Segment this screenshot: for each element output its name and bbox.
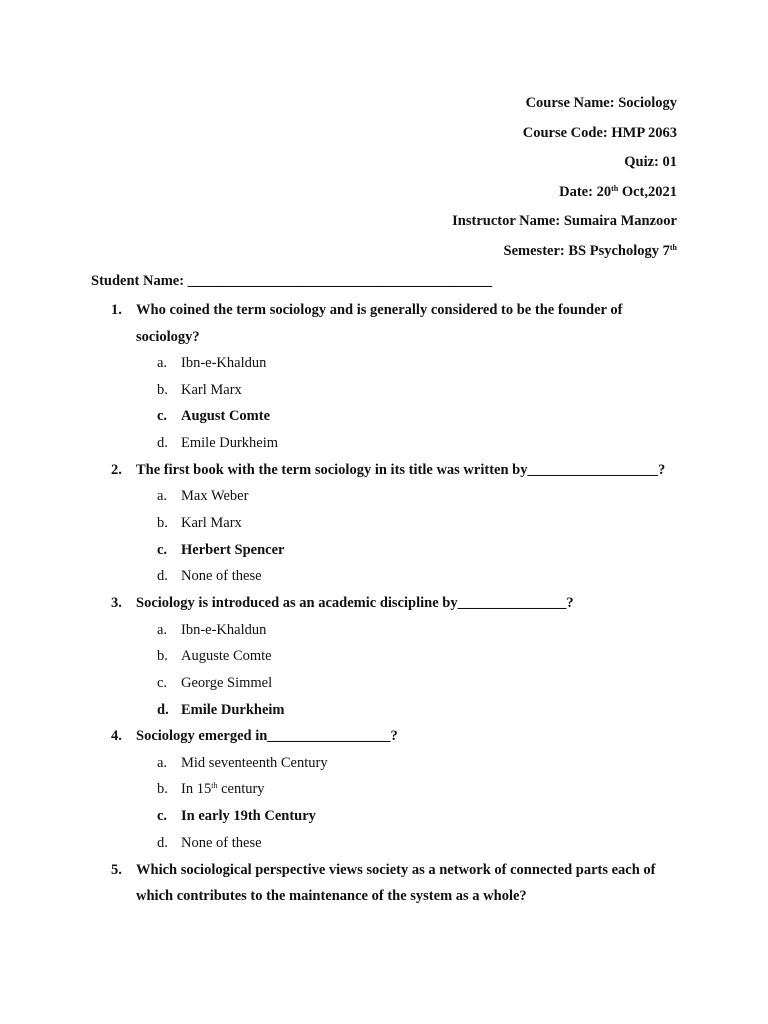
option-letter: c. — [157, 674, 168, 691]
option-text: In 15 — [181, 781, 212, 798]
option-text: Emile Durkheim — [181, 701, 285, 718]
option-letter: b. — [157, 381, 168, 398]
option-text-after: century — [217, 781, 265, 798]
option-letter: b. — [157, 781, 168, 798]
question-number: 3. — [111, 595, 122, 611]
student-name-line: Student Name: __________________________________________ — [91, 273, 493, 289]
option-text: Karl Marx — [181, 514, 242, 531]
option — [0, 643, 768, 670]
date-ordinal: th — [611, 183, 619, 193]
question-text: Sociology is introduced as an academic discipline by_______________? — [136, 595, 574, 611]
quiz-number: Quiz: 01 — [624, 154, 677, 170]
option-letter: a. — [157, 355, 168, 371]
option-text: In early 19th Century — [181, 808, 316, 825]
option — [0, 617, 768, 644]
option-text: Auguste Comte — [181, 648, 272, 665]
question-text: The first book with the term sociology in its title was written by__________________? — [136, 461, 666, 478]
question — [0, 590, 768, 723]
option-list — [0, 483, 768, 590]
option-letter: a. — [157, 621, 168, 638]
option-correct — [0, 403, 768, 430]
question-text: Who coined the term sociology and is generally considered to be the founder of sociology? — [136, 302, 623, 345]
option — [0, 483, 768, 510]
option-correct — [0, 697, 768, 724]
option-text: Ibn-e-Khaldun — [181, 621, 267, 638]
option-correct — [0, 803, 768, 830]
option-letter: b. — [157, 648, 168, 665]
semester-ordinal: th — [669, 242, 677, 252]
option-letter: c. — [157, 541, 168, 558]
quiz-date — [452, 181, 677, 211]
question-head — [0, 297, 768, 350]
question-head — [0, 857, 768, 910]
option — [0, 670, 768, 697]
option-text: George Simmel — [181, 674, 273, 691]
option — [0, 750, 768, 777]
question — [0, 723, 768, 856]
question-number: 2. — [111, 461, 122, 478]
option-letter: c. — [157, 808, 168, 825]
option-text: Max Weber — [181, 488, 249, 505]
option — [0, 430, 768, 457]
semester — [452, 240, 677, 270]
quiz-header — [452, 92, 677, 269]
question-text: Sociology emerged in_________________? — [136, 728, 398, 745]
question-head — [0, 723, 768, 750]
question — [0, 457, 768, 590]
option-list — [0, 750, 768, 857]
question-number: 1. — [111, 302, 122, 318]
option-text: Emile Durkheim — [181, 435, 279, 452]
option — [0, 350, 768, 377]
option-list — [0, 617, 768, 724]
option-text: Mid seventeenth Century — [181, 754, 328, 771]
option-text: None of these — [181, 834, 262, 851]
option — [0, 510, 768, 537]
option-text: August Comte — [181, 408, 271, 425]
question-head — [0, 590, 768, 617]
date-prefix: Date: 20 — [559, 183, 612, 200]
option-letter: d. — [157, 834, 168, 851]
option — [0, 563, 768, 590]
semester-prefix: Semester: BS Psychology 7 — [503, 242, 670, 259]
option-letter: d. — [157, 701, 169, 718]
option — [0, 776, 768, 803]
option-ordinal: th — [211, 781, 218, 791]
instructor-name: Instructor Name: Sumaira Manzoor — [452, 213, 677, 229]
course-name: Course Name: Sociology — [525, 95, 677, 111]
question-text: Which sociological perspective views society as a network of connected parts each of which contributes to the maintenance of the system as a whole? — [136, 861, 656, 904]
option-text: Ibn-e-Khaldun — [181, 355, 267, 371]
question-number: 5. — [111, 861, 122, 878]
question-number: 4. — [111, 728, 122, 745]
option-letter: c. — [157, 408, 168, 425]
option-letter: b. — [157, 514, 168, 531]
date-suffix: Oct,2021 — [618, 183, 677, 200]
course-code: Course Code: HMP 2063 — [522, 124, 677, 141]
question-list — [0, 297, 768, 910]
question — [0, 297, 768, 457]
option-list — [0, 350, 768, 457]
option-correct — [0, 537, 768, 564]
option-letter: a. — [157, 488, 168, 505]
option — [0, 830, 768, 857]
option-letter: d. — [157, 435, 168, 452]
option-text: None of these — [181, 568, 262, 585]
option-letter: d. — [157, 568, 168, 585]
option-letter: a. — [157, 754, 168, 771]
option-text: Karl Marx — [181, 381, 242, 398]
option-text: Herbert Spencer — [181, 541, 285, 558]
option — [0, 377, 768, 404]
question-head — [0, 457, 768, 484]
question — [0, 857, 768, 910]
